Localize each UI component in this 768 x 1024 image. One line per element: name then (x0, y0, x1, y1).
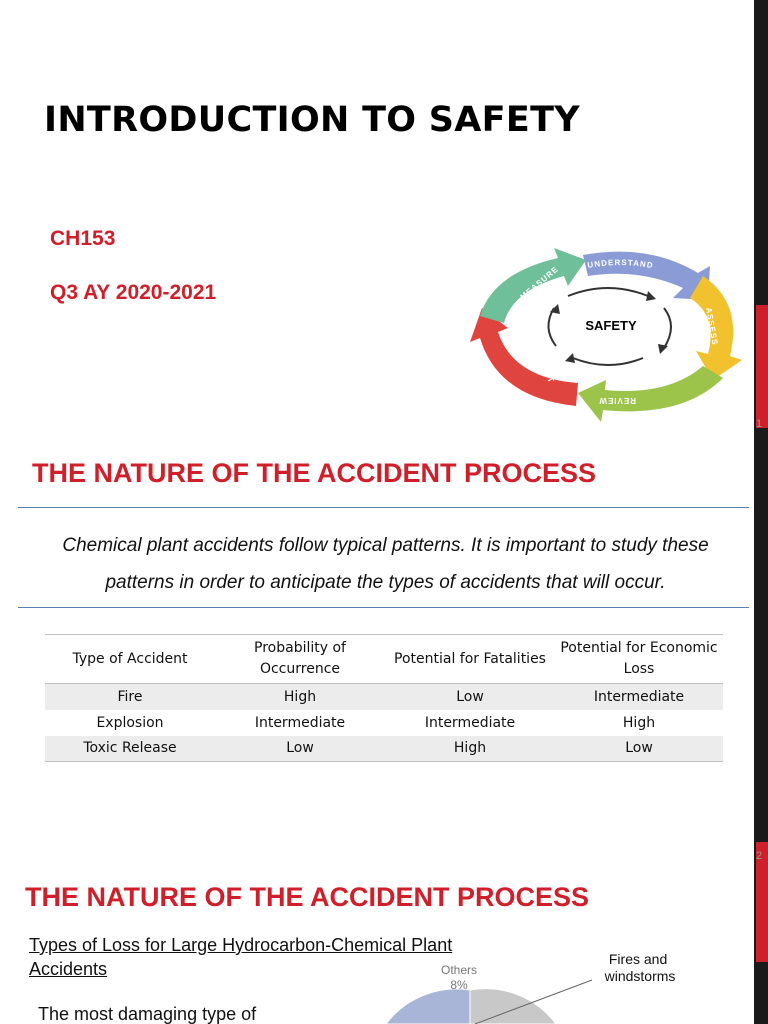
divider-bottom (18, 607, 749, 608)
table-row (45, 684, 723, 710)
cycle-label-understand: UNDERSTAND (586, 258, 655, 271)
table-cell: Explosion (96, 714, 164, 731)
page-number-2: 2 (756, 850, 763, 862)
table-header-row (45, 635, 723, 684)
cycle-segment-understand (583, 252, 710, 300)
pie-label-fires (604, 951, 676, 984)
table-row (45, 736, 723, 762)
divider-top (18, 507, 749, 508)
table-cell: Fire (117, 688, 143, 705)
table-cell: Low (456, 688, 484, 705)
term-label: Q3 AY 2020-2021 (50, 281, 217, 304)
body-text: The most damaging type of (38, 1004, 257, 1024)
section-heading-accident-process: THE NATURE OF THE ACCIDENT PROCESS (32, 458, 597, 488)
pie-slice-fires (470, 989, 556, 1024)
pie-value-others: 8% (450, 978, 468, 992)
accident-type-table (45, 634, 723, 762)
intro-line-1: Chemical plant accidents follow typical patterns. It is important to study these (62, 535, 709, 556)
header-probability: Probability of Occurrence (254, 640, 346, 677)
cycle-segment-review (578, 366, 723, 422)
cycle-segment-implement (470, 308, 578, 406)
table-cell: Low (286, 740, 314, 757)
intro-line-2: patterns in order to anticipate the types of accidents that will occur. (105, 572, 666, 593)
header-type-of-accident: Type of Accident (72, 650, 188, 667)
safety-cycle-diagram (468, 238, 754, 422)
cycle-label-measure: MEASURE (518, 264, 561, 302)
pie-slice-others (386, 989, 470, 1024)
section-heading-accident-process-2: THE NATURE OF THE ACCIDENT PROCESS (25, 882, 590, 912)
table-row (45, 710, 723, 736)
pie-label-fires-line2: windstorms (604, 968, 676, 984)
cycle-label-assess: ASSESS (704, 306, 720, 347)
table-cell: High (283, 688, 317, 705)
table-cell: Intermediate (254, 714, 346, 731)
pie-label-fires-line1: Fires and (608, 951, 668, 967)
cycle-center-label: SAFETY (585, 318, 637, 333)
slide1-accent-bar (756, 305, 768, 428)
table-cell: High (453, 740, 487, 757)
course-code: CH153 (50, 227, 116, 250)
table-cell: High (622, 714, 656, 731)
pie-label-others: Others (440, 963, 478, 977)
table-cell: Toxic Release (83, 740, 177, 757)
loss-types-pie-chart (360, 940, 754, 1024)
table-cell: Low (625, 740, 653, 757)
slide-title: INTRODUCTION TO SAFETY (44, 100, 580, 140)
cycle-label-implement: IMPLEMENT (524, 330, 557, 385)
header-economic-loss: Potential for Economic Loss (560, 640, 718, 677)
table-cell: Intermediate (593, 688, 685, 705)
header-fatalities: Potential for Fatalities (394, 650, 546, 667)
table-cell: Intermediate (424, 714, 516, 731)
page-number-1: 1 (756, 418, 763, 430)
cycle-label-review: REVIEW (598, 396, 636, 405)
intro-paragraph (18, 527, 753, 601)
loss-types-subtitle: Types of Loss for Large Hydrocarbon-Chemical Plant Accidents (29, 935, 453, 979)
